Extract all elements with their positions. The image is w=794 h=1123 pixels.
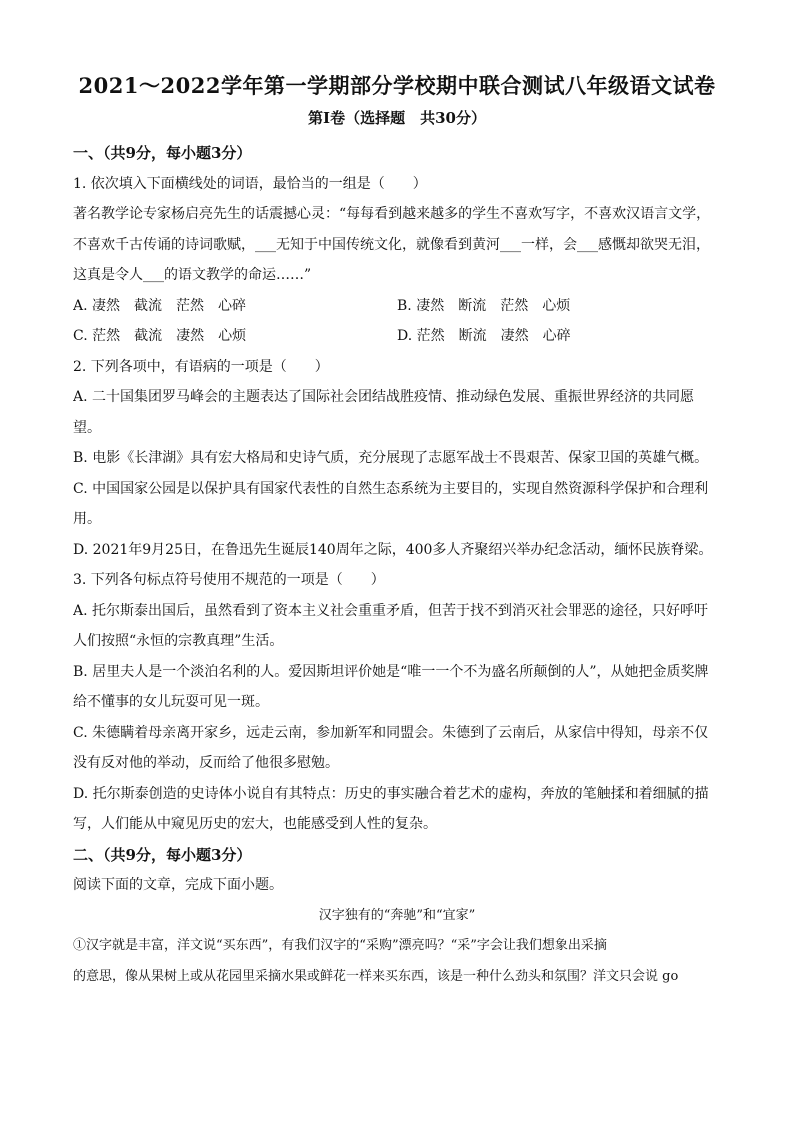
q3-line: 人们按照“永恒的宗教真理”生活。 [73, 633, 284, 649]
q3-line: 没有反对他的举动，反而给了他很多慰勉。 [73, 755, 339, 771]
q2-line: C. 中国国家公园是以保护具有国家代表性的自然生态系统为主要目的，实现自然资源科学保护和合理利 [73, 480, 709, 497]
q2-line: D. 2021年9月25日，在鲁迅先生诞辰140周年之际，400多人齐聚绍兴举办纪念活动，缅怀民族脊梁。 [73, 541, 713, 558]
q3-line: D. 托尔斯泰创造的史诗体小说自有其特点：历史的事实融合着艺术的虚构，奔放的笔触揉和着细腻的描 [73, 785, 709, 802]
q1-passage-line: 这真是令人___的语文教学的命运……” [73, 267, 312, 283]
q3-line: 写，人们能从中窥见历史的宏大，也能感受到人性的复杂。 [73, 816, 437, 832]
exam-content [73, 138, 721, 992]
q3-line: B. 居里夫人是一个淡泊名利的人。爱因斯坦评价她是“唯一一个不为盛名所颠倒的人”，从她把金质奖牌 [73, 663, 709, 680]
q3-line: C. 朱德瞒着母亲离开家乡，远走云南，参加新军和同盟会。朱德到了云南后，从家信中得知，母亲不仅 [73, 724, 709, 741]
q1-option-a: A. 凄然 截流 茫然 心碎 [73, 297, 247, 314]
article-line: ①汉字就是丰富，洋文说“买东西”，有我们汉字的“采购”漂亮吗？“采”字会让我们想象出采摘 [73, 938, 607, 953]
q2-stem: 2. 下列各项中，有语病的一项是（ ） [73, 358, 329, 375]
q1-option-d: D. 茫然 断流 凄然 心碎 [397, 328, 571, 344]
q2-line: 用。 [73, 511, 101, 527]
q3-line: 给不懂事的女儿玩耍可见一斑。 [73, 694, 269, 710]
q2-line: A. 二十国集团罗马峰会的主题表达了国际社会团结战胜疫情、推动绿色发展、重振世界经济的共同愿 [73, 389, 695, 405]
q2-line: 望。 [73, 419, 101, 436]
q2-line: B. 电影《长津湖》具有宏大格局和史诗气质，充分展现了志愿军战士不畏艰苦、保家卫国的英雄气概。 [73, 450, 709, 466]
section1-heading: 一、（共9分，每小题3分） [73, 144, 252, 162]
q1-options-row [73, 291, 721, 322]
section-subtitle: 第Ⅰ卷（选择题 共30分） [308, 109, 486, 127]
exam-title: 2021～2022学年第一学期部分学校期中联合测试八年级语文试卷 [78, 73, 716, 98]
section2-intro: 阅读下面的文章，完成下面小题。 [73, 877, 283, 893]
q1-option-c: C. 茫然 截流 凄然 心烦 [73, 328, 247, 344]
section2-heading: 二、（共9分，每小题3分） [73, 845, 252, 864]
q3-stem: 3. 下列各句标点符号使用不规范的一项是（ ） [73, 572, 385, 588]
q1-options-row [73, 321, 721, 352]
q1-passage-line: 不喜欢千古传诵的诗词歌赋，___无知于中国传统文化，就像看到黄河___一样，会___感慨却欲哭无泪， [73, 236, 710, 253]
q1-option-b: B. 凄然 断流 茫然 心烦 [397, 297, 571, 314]
article-title: 汉字独有的“奔驰”和“宜家” [318, 907, 476, 923]
article-line: 的意思，像从果树上或从花园里采摘水果或鲜花一样来买东西，该是一种什么劲头和氛围？洋文只会说 go [73, 968, 679, 984]
q1-stem: 1. 依次填入下面横线处的词语，最恰当的一组是（ ） [73, 175, 427, 192]
q1-passage-line: 著名教学论专家杨启亮先生的话震撼心灵：“每每看到越来越多的学生不喜欢写字，不喜欢汉语言文学， [73, 206, 711, 222]
q3-line: A. 托尔斯泰出国后，虽然看到了资本主义社会重重矛盾，但苦于找不到消灭社会罪恶的途径，只好呼吁 [73, 602, 709, 619]
